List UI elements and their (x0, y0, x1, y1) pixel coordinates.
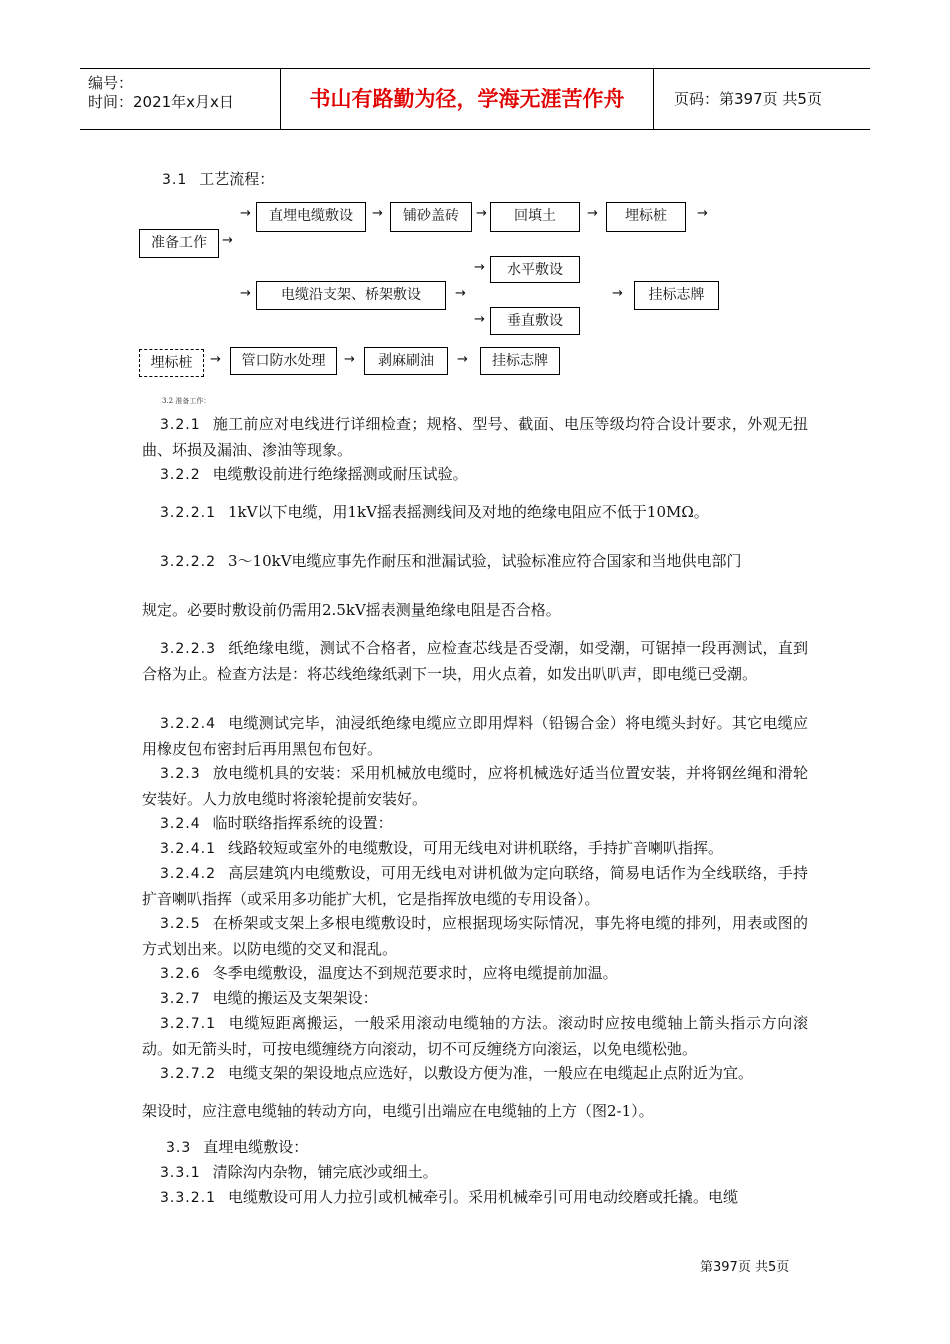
para-text: 放电缆机具的安装：采用机械放电缆时，应将机械选好适当位置安装，并将钢丝绳和滑轮安装好。人力放电缆时将滚轮提前安装好。 (142, 764, 808, 808)
arrow: → (344, 352, 355, 367)
flow-box-sign-plate: 挂标志牌 (634, 281, 719, 310)
para-text: 临时联络指挥系统的设置： (212, 814, 393, 832)
arrow: → (697, 206, 708, 221)
paragraph (142, 761, 808, 812)
para-number: 3.2.5 (160, 916, 201, 932)
para-number: 3.2.7 (160, 991, 201, 1007)
para-number: 3.3.2.1 (160, 1190, 216, 1206)
para-text: 1kV以下电缆，用1kV摇表摇测线间及对地的绝缘电阻应不低于10MΩ。 (227, 503, 709, 521)
para-number: 3.2.7.2 (160, 1066, 216, 1082)
arrow: → (587, 206, 598, 221)
para-number: 3.2.6 (160, 966, 201, 982)
arrow: → (612, 286, 623, 301)
flow-box-sign-plate-2: 挂标志牌 (480, 347, 560, 375)
para-number: 3.2.4.1 (160, 841, 216, 857)
para-text: 冬季电缆敷设，温度达不到规范要求时，应将电缆提前加温。 (212, 964, 618, 982)
flow-box-preparation: 准备工作 (139, 229, 219, 258)
page-header (80, 68, 870, 130)
paragraph (142, 1099, 808, 1124)
paragraph (142, 598, 808, 623)
arrow: → (457, 352, 468, 367)
paragraph (142, 412, 808, 463)
flow-box-horizontal: 水平敷设 (490, 256, 580, 283)
paragraph (142, 1135, 808, 1161)
paragraph (142, 911, 808, 962)
para-text: 纸绝缘电缆，测试不合格者，应检查芯线是否受潮，如受潮，可锯掉一段再测试，直到合格为止。检查方法是：将芯线绝缘纸剥下一块，用火点着，如发出叭叭声，即电缆已受潮。 (142, 639, 808, 683)
number-label: 编号： (88, 74, 134, 92)
time-label: 时间：2021年x月x日 (88, 93, 234, 111)
para-text: 3～10kV电缆应事先作耐压和泄漏试验，试验标准应符合国家和当地供电部门 (227, 552, 742, 570)
paragraph (142, 1185, 808, 1211)
paragraph (142, 500, 808, 526)
para-text: 施工前应对电线进行详细检查；规格、型号、截面、电压等级均符合设计要求，外观无扭曲、坏损及漏油、渗油等现象。 (142, 415, 808, 459)
flow-box-vertical: 垂直敷设 (490, 307, 580, 335)
para-number: 3.2.2.3 (160, 641, 216, 657)
para-number: 3.2.3 (160, 766, 201, 782)
paragraph (142, 861, 808, 912)
section-title: 工艺流程： (199, 170, 275, 188)
tiny-note: 3.2 准备工作： (162, 397, 211, 405)
paragraph (142, 462, 808, 488)
paragraph (142, 961, 808, 987)
para-text: 在桥架或支架上多根电缆敷设时，应根据现场实际情况，事先将电缆的排列，用表或图的方式划出来。以防电缆的交叉和混乱。 (142, 914, 808, 958)
paragraph (142, 836, 808, 862)
para-text: 电缆短距离搬运，一般采用滚动电缆轴的方法。滚动时应按电缆轴上箭头指示方向滚动。如无箭头时，可按电缆缠绕方向滚动，切不可反缠绕方向滚运，以免电缆松弛。 (142, 1014, 808, 1058)
flow-box-marker-pile-dashed: 埋标桩 (139, 349, 204, 377)
para-text: 规定。必要时敷设前仍需用2.5kV摇表测量绝缘电阻是否合格。 (142, 601, 561, 619)
section-3-1-heading (162, 168, 274, 189)
paragraph (142, 811, 808, 837)
para-text: 架设时，应注意电缆轴的转动方向，电缆引出端应在电缆轴的上方（图2-1）。 (142, 1102, 654, 1120)
arrow: → (240, 206, 251, 221)
paragraph (142, 711, 808, 762)
paragraph (142, 549, 808, 575)
para-number: 3.2.4.2 (160, 866, 216, 882)
header-meta (80, 69, 281, 129)
para-number: 3.2.1 (160, 417, 201, 433)
header-motto: 书山有路勤为径，学海无涯苦作舟 (281, 69, 654, 129)
paragraph (142, 986, 808, 1012)
para-number: 3.3.1 (160, 1165, 201, 1181)
para-text: 直埋电缆敷设： (203, 1138, 309, 1156)
paragraph (142, 1011, 808, 1062)
para-number: 3.2.7.1 (160, 1016, 216, 1032)
para-number: 3.2.2.2 (160, 554, 216, 570)
arrow: → (222, 233, 233, 248)
paragraph (142, 1061, 808, 1087)
para-number: 3.2.2.4 (160, 716, 216, 732)
para-number: 3.2.2 (160, 467, 201, 483)
arrow: → (455, 286, 466, 301)
section-number: 3.1 (162, 172, 188, 188)
para-text: 电缆的搬运及支架架设： (212, 989, 378, 1007)
para-text: 高层建筑内电缆敷设，可用无线电对讲机做为定向联络，简易电话作为全线联络，手持扩音喇叭指挥（或采用多功能扩大机，它是指挥放电缆的专用设备）。 (142, 864, 808, 908)
para-text: 电缆支架的架设地点应选好，以敷设方便为准，一般应在电缆起止点附近为宜。 (227, 1064, 753, 1082)
flow-box-backfill: 回填土 (490, 202, 580, 232)
arrow: → (474, 260, 485, 275)
flow-box-pipe-waterproof: 管口防水处理 (230, 347, 337, 375)
para-text: 线路较短或室外的电缆敷设，可用无线电对讲机联络，手持扩音喇叭指挥。 (227, 839, 723, 857)
para-number: 3.3 (166, 1140, 192, 1156)
arrow: → (474, 312, 485, 327)
para-text: 电缆测试完毕，油浸纸绝缘电缆应立即用焊料（铅锡合金）将电缆头封好。其它电缆应用橡皮包布密封后再用黑包布包好。 (142, 714, 808, 758)
flow-box-strip-paint: 剥麻刷油 (364, 347, 448, 375)
arrow: → (210, 352, 221, 367)
flow-box-direct-burial: 直埋电缆敷设 (256, 202, 366, 232)
paragraph (142, 1160, 808, 1186)
flow-box-bracket-tray: 电缆沿支架、桥架敷设 (256, 281, 446, 310)
para-number: 3.2.2.1 (160, 505, 216, 521)
flow-box-sand-brick: 铺砂盖砖 (390, 202, 472, 232)
arrow: → (372, 206, 383, 221)
page-label-text: 页码：第397页 共5页 (674, 90, 822, 108)
page-label (664, 69, 870, 129)
para-number: 3.2.4 (160, 816, 201, 832)
arrow: → (476, 206, 487, 221)
para-text: 电缆敷设前进行绝缘摇测或耐压试验。 (212, 465, 468, 483)
page-footer: 第397页 共5页 (700, 1260, 790, 1275)
paragraph (142, 636, 808, 687)
para-text: 清除沟内杂物，铺完底沙或细土。 (212, 1163, 438, 1181)
para-text: 电缆敷设可用人力拉引或机械牵引。采用机械牵引可用电动绞磨或托撬。电缆 (227, 1188, 738, 1206)
arrow: → (240, 286, 251, 301)
flow-box-marker-pile: 埋标桩 (606, 202, 686, 232)
